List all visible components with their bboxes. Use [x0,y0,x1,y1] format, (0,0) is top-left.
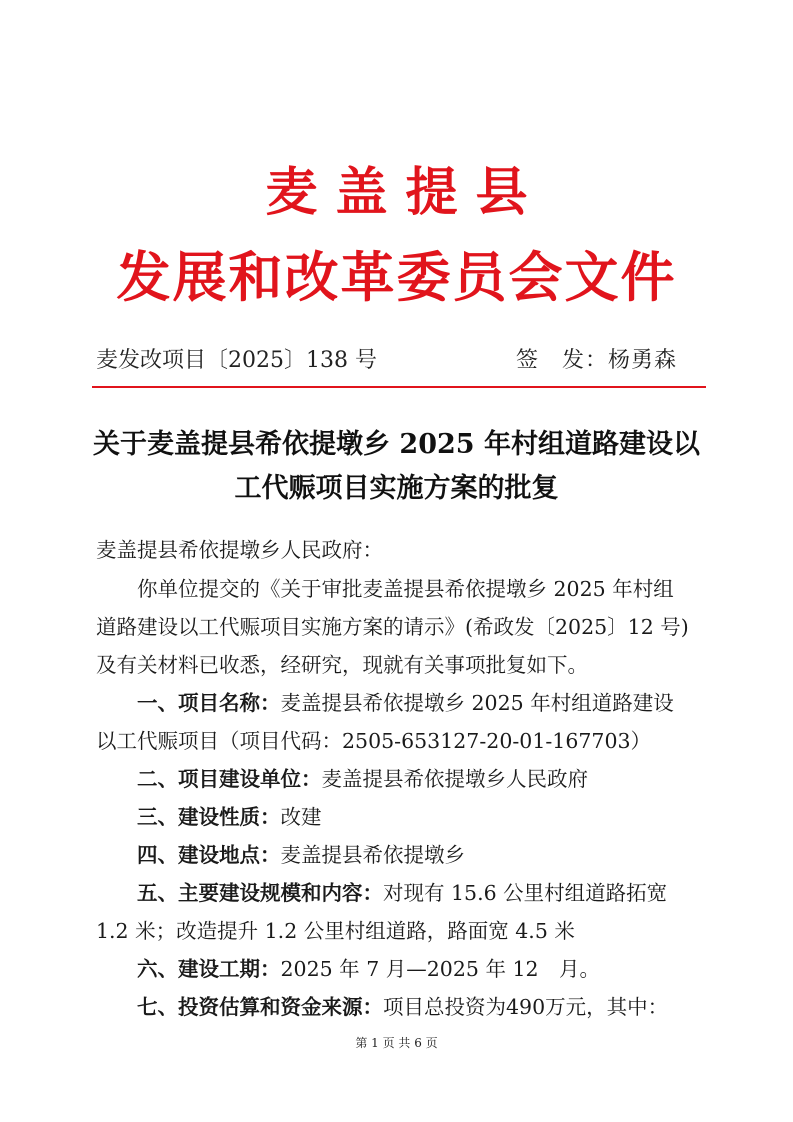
item-text: 项目总投资为490万元，其中： [383,995,669,1019]
item-label: 二、项目建设单位： [137,767,322,791]
item-construction-unit [137,762,588,792]
item-text: 2025 年 7 月—2025 年 12 月。 [280,957,601,981]
item-project-name [137,686,674,716]
document-title-line2: 工代赈项目实施方案的批复 [234,473,559,504]
item-construction-period [137,952,600,982]
document-title-line1: 关于麦盖提县希依提墩乡 2025 年村组道路建设以 [93,429,700,460]
intro-line: 道路建设以工代赈项目实施方案的请示》(希政发〔2025〕12 号) [96,615,689,639]
item-construction-nature [137,800,322,830]
item-text: 麦盖提县希依提墩乡 2025 年村组道路建设 [280,691,674,715]
document-number: 麦发改项目〔2025〕138 号 [96,348,377,373]
item-text: 改建 [280,805,322,829]
item-construction-site [137,838,465,868]
signer: 签 发：杨勇森 [515,348,677,373]
item-label: 六、建设工期： [137,957,281,981]
item-label: 五、主要建设规模和内容： [137,881,383,905]
item-scale-content [137,876,667,906]
intro-line: 你单位提交的《关于审批麦盖提县希依提墩乡 2025 年村组 [137,577,674,601]
item-text: 麦盖提县希依提墩乡 [280,843,465,867]
recipient: 麦盖提县希依提墩乡人民政府： [96,538,383,562]
red-divider-line [92,386,706,388]
item-label: 四、建设地点： [137,843,281,867]
item-label: 七、投资估算和资金来源： [137,995,383,1019]
item-text: 麦盖提县希依提墩乡人民政府 [321,767,588,791]
page-number: 第 1 页 共 6 页 [355,1036,438,1050]
item-label: 三、建设性质： [137,805,281,829]
item-continuation: 1.2 米；改造提升 1.2 公里村组道路，路面宽 4.5 米 [96,919,575,943]
item-text: 对现有 15.6 公里村组道路拓宽 [383,881,668,905]
intro-line: 及有关材料已收悉，经研究，现就有关事项批复如下。 [96,653,588,677]
org-name-line1: 麦盖提县 [265,162,546,223]
item-investment [137,990,668,1020]
org-name-line2: 发展和改革委员会文件 [116,245,677,309]
item-continuation: 以工代赈项目（项目代码：2505-653127-20-01-167703） [96,729,652,753]
item-label: 一、项目名称： [137,691,281,715]
